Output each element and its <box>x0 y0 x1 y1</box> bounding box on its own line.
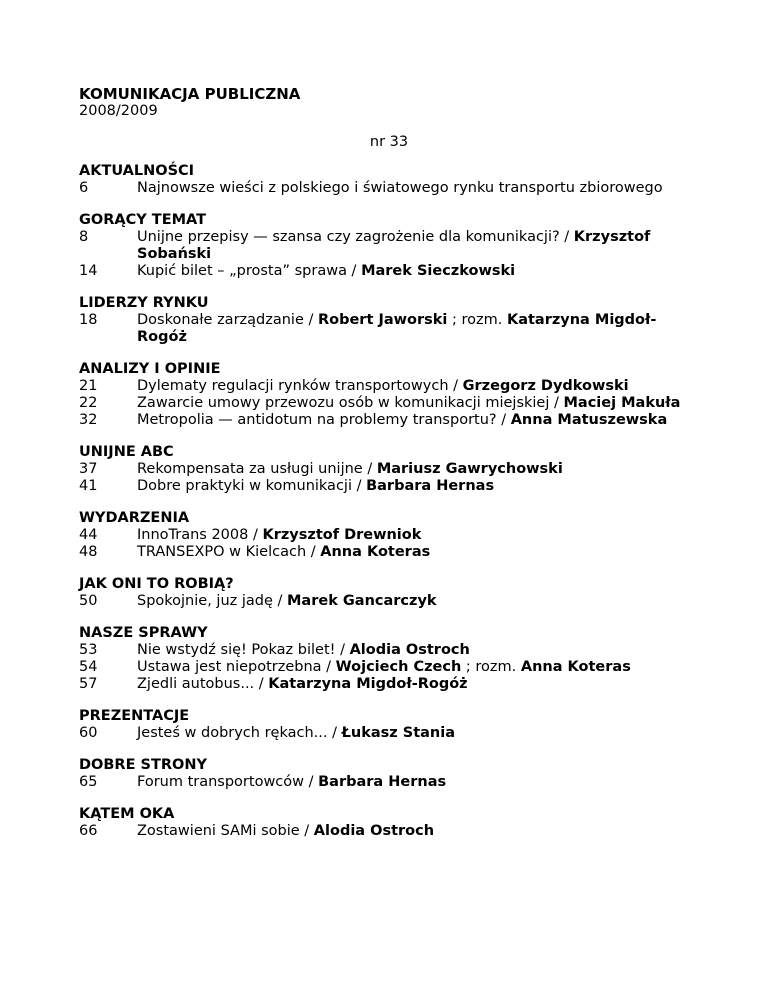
entry-page-number: 14 <box>79 263 98 279</box>
entry-text <box>137 725 699 742</box>
entry-text <box>137 263 699 280</box>
entry-title: Zawarcie umowy przewozu osób w komunikacji miejskiej / <box>137 395 564 411</box>
toc-entry <box>79 180 699 197</box>
entry-text <box>137 527 699 544</box>
entry-title: Dobre praktyki w komunikacji / <box>137 478 367 494</box>
entry-title: Kupić bilet – „prosta” sprawa / <box>137 263 362 279</box>
entry-author: Krzysztof Sobański <box>137 229 651 262</box>
entry-title: ; rozm. <box>461 659 521 675</box>
entry-text <box>137 378 699 395</box>
entry-page-number: 66 <box>79 823 98 839</box>
entry-text <box>137 659 699 676</box>
entry-author: Barbara Hernas <box>318 774 447 790</box>
entry-text <box>137 312 699 346</box>
entry-text <box>137 544 699 561</box>
entry-author: Alodia Ostroch <box>349 642 470 658</box>
entry-page-number: 22 <box>79 395 98 411</box>
toc-entry <box>79 263 699 280</box>
section-heading: DOBRE STRONY <box>79 757 207 773</box>
toc-entry <box>79 676 699 693</box>
entry-page-number: 54 <box>79 659 98 675</box>
entry-title: Dylematy regulacji rynków transportowych / <box>137 378 463 394</box>
entry-text <box>137 412 699 429</box>
table-of-contents <box>79 163 699 840</box>
toc-section <box>79 708 699 742</box>
entry-author: Grzegorz Dydkowski <box>462 378 629 394</box>
entry-page-number: 6 <box>79 180 89 196</box>
section-heading: ANALIZY I OPINIE <box>79 361 221 377</box>
entry-page-number: 65 <box>79 774 98 790</box>
section-heading: KĄTEM OKA <box>79 806 175 822</box>
entry-page-number: 60 <box>79 725 98 741</box>
entry-title: InnoTrans 2008 / <box>137 527 263 543</box>
entry-author: Mariusz Gawrychowski <box>376 461 563 477</box>
entry-page-number: 8 <box>79 229 89 245</box>
entry-text <box>137 461 699 478</box>
entry-title: Jesteś w dobrych rękach... / <box>137 725 342 741</box>
toc-entry <box>79 774 699 791</box>
entry-title: Najnowsze wieści z polskiego i światowego rynku transportu zbiorowego <box>137 180 663 196</box>
toc-entry <box>79 229 699 263</box>
issue-number: nr 33 <box>369 134 409 150</box>
entry-text <box>137 180 699 197</box>
toc-entry <box>79 527 699 544</box>
toc-section <box>79 444 699 495</box>
entry-text <box>137 823 699 840</box>
section-heading: AKTUALNOŚCI <box>79 163 195 179</box>
entry-author: Robert Jaworski <box>317 312 448 328</box>
entry-title: Metropolia — antidotum na problemy transportu? / <box>137 412 511 428</box>
document-page <box>79 85 699 840</box>
toc-entry <box>79 823 699 840</box>
entry-text <box>137 478 699 495</box>
entry-title: Nie wstydź się! Pokaz bilet! / <box>137 642 350 658</box>
entry-author: Barbara Hernas <box>366 478 495 494</box>
entry-text <box>137 676 699 693</box>
toc-entry <box>79 312 699 346</box>
toc-section <box>79 163 699 197</box>
toc-section <box>79 625 699 693</box>
toc-section <box>79 361 699 429</box>
entry-author: Maciej Makuła <box>563 395 681 411</box>
entry-author: Wojciech Czech <box>335 659 462 675</box>
entry-page-number: 18 <box>79 312 98 328</box>
entry-author: Krzysztof Drewniok <box>262 527 422 543</box>
section-heading: PREZENTACJE <box>79 708 190 724</box>
toc-section <box>79 576 699 610</box>
toc-section <box>79 510 699 561</box>
entry-title: Doskonałe zarządzanie / <box>137 312 318 328</box>
section-heading: LIDERZY RYNKU <box>79 295 209 311</box>
entry-page-number: 21 <box>79 378 98 394</box>
toc-section <box>79 295 699 346</box>
entry-text <box>137 593 699 610</box>
entry-page-number: 44 <box>79 527 98 543</box>
toc-entry <box>79 642 699 659</box>
entry-author: Katarzyna Migdoł-Rogóż <box>268 676 468 692</box>
toc-entry <box>79 395 699 412</box>
entry-author: Alodia Ostroch <box>313 823 435 839</box>
entry-text <box>137 774 699 791</box>
entry-text <box>137 642 699 659</box>
entry-title: Rekompensata za usługi unijne / <box>137 461 377 477</box>
toc-entry <box>79 478 699 495</box>
entry-author: Łukasz Stania <box>341 725 456 741</box>
toc-section <box>79 757 699 791</box>
section-heading: UNIJNE ABC <box>79 444 174 460</box>
entry-title: Zjedli autobus... / <box>137 676 269 692</box>
publication-title: KOMUNIKACJA PUBLICZNA <box>79 85 301 103</box>
section-heading: JAK ONI TO ROBIĄ? <box>79 576 234 592</box>
entry-text <box>137 229 699 263</box>
toc-entry <box>79 378 699 395</box>
entry-title: Ustawa jest niepotrzebna / <box>137 659 336 675</box>
entry-title: Zostawieni SAMi sobie / <box>137 823 314 839</box>
toc-section <box>79 806 699 840</box>
toc-entry <box>79 461 699 478</box>
entry-title: TRANSEXPO w Kielcach / <box>137 544 321 560</box>
entry-page-number: 53 <box>79 642 98 658</box>
toc-entry <box>79 725 699 742</box>
toc-section <box>79 212 699 280</box>
entry-text <box>137 395 699 412</box>
entry-title: Forum transportowców / <box>137 774 319 790</box>
entry-page-number: 32 <box>79 412 98 428</box>
entry-author: Anna Koteras <box>320 544 431 560</box>
entry-title: Spokojnie, juz jadę / <box>137 593 287 609</box>
entry-page-number: 57 <box>79 676 98 692</box>
entry-title: Unijne przepisy — szansa czy zagrożenie dla komunikacji? / <box>137 229 574 245</box>
entry-page-number: 48 <box>79 544 98 560</box>
entry-author: Anna Koteras <box>520 659 631 675</box>
toc-entry <box>79 659 699 676</box>
entry-page-number: 41 <box>79 478 98 494</box>
publication-year: 2008/2009 <box>79 103 158 119</box>
entry-page-number: 50 <box>79 593 98 609</box>
toc-entry <box>79 412 699 429</box>
entry-author: Marek Sieczkowski <box>361 263 516 279</box>
entry-page-number: 37 <box>79 461 98 477</box>
toc-entry <box>79 593 699 610</box>
entry-author: Marek Gancarczyk <box>287 593 437 609</box>
entry-author: Anna Matuszewska <box>510 412 668 428</box>
entry-title: ; rozm. <box>447 312 507 328</box>
toc-entry <box>79 544 699 561</box>
section-heading: WYDARZENIA <box>79 510 190 526</box>
section-heading: NASZE SPRAWY <box>79 625 208 641</box>
section-heading: GORĄCY TEMAT <box>79 212 207 228</box>
entry-author: Katarzyna Migdoł-Rogóż <box>137 312 657 345</box>
